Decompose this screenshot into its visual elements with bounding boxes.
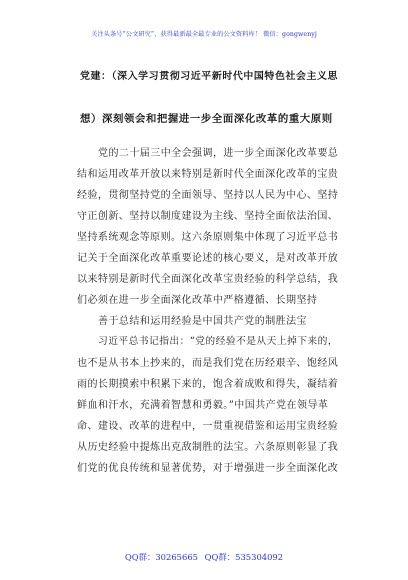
body-line: 坚持系统观念等原则。这六条原则集中体现了习近平总书: [77, 232, 339, 243]
document-title-line-2: 想）深刻领会和把握进一步全面深化改革的重大原则: [80, 113, 333, 125]
body-line: 们必须在进一步全面深化改革中严格遵循、长期坚持: [77, 295, 318, 306]
body-line: 们党的优良传统和显著优势，对于增强进一步全面深化改: [77, 463, 339, 474]
body-line: 从历史经验中提炼出克敌制胜的法宝。六条原则彰显了我: [77, 442, 339, 453]
body-line: 党的二十届三中全会强调，进一步全面深化改革要总: [98, 148, 339, 159]
footer-qq-group-1: QQ群：30265665: [124, 552, 198, 562]
body-line: 结和运用改革开放以来特别是新时代全面深化改革的宝贵: [77, 169, 339, 180]
body-line: 守正创新、坚持以制度建设为主线、坚持全面依法治国、: [77, 211, 339, 222]
body-line: 以来特别是新时代全面深化改革宝贵经验的科学总结，我: [77, 274, 339, 285]
footer-qq-group-2: QQ群：535304092: [204, 552, 284, 562]
header-promo-note: 关注头条号“公文研究”，获得最新最全最专业的公文资料库！ 微信：gongwenyj: [91, 31, 317, 38]
body-line: 鲜血和汗水，充满着智慧和勇毅。”中国共产党在领导革: [77, 400, 329, 411]
body-line: 也不是从书本上抄来的，而是我们党在历经艰辛、饱经风: [77, 358, 339, 369]
body-line: 经验，贯彻坚持党的全面领导、坚持以人民为中心、坚持: [77, 190, 339, 201]
footer-contact: [0, 551, 408, 563]
document-title-line-1: 党建：（深入学习贯彻习近平新时代中国特色社会主义思: [80, 71, 339, 82]
body-line: 雨的长期摸索中积累下来的，饱含着成败和得失，凝结着: [77, 379, 339, 390]
section-heading: 善于总结和运用经验是中国共产党的制胜法宝: [98, 316, 307, 327]
body-line: 命、建设、改革的进程中，一贯重视借鉴和运用宝贵经验: [77, 421, 339, 432]
body-line: 记关于全面深化改革重要论述的核心要义，是对改革开放: [77, 253, 339, 264]
body-line: 习近平总书记指出：“党的经验不是从天上掉下来的，: [98, 336, 339, 347]
